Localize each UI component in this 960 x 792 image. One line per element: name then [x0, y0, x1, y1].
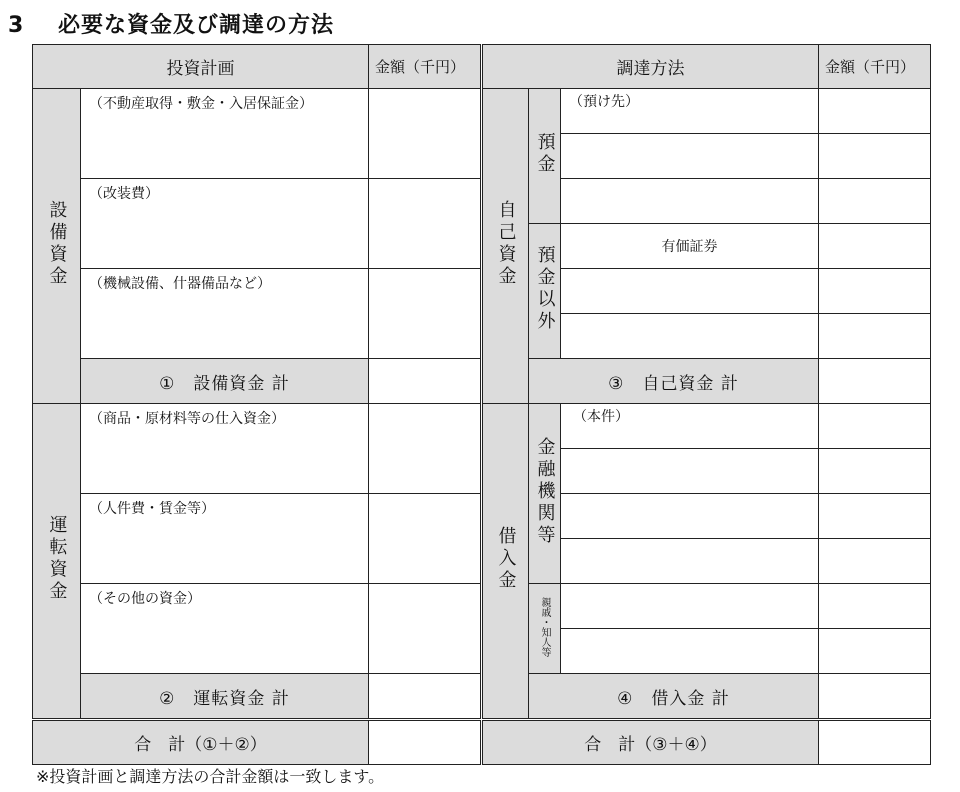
amount-cell[interactable] [819, 359, 931, 404]
method-header: 調達方法 [483, 45, 819, 89]
own-funds-label: 自己資金 [483, 89, 529, 404]
loan-note: （本件） [561, 404, 819, 449]
amount-cell[interactable] [819, 179, 931, 224]
plan-header: 投資計画 [33, 45, 369, 89]
amount-header: 金額（千円） [369, 45, 481, 89]
financial-institution-label: 金融機関等 [529, 404, 561, 584]
amount-cell[interactable] [369, 404, 481, 494]
bank-loan-row[interactable] [561, 539, 819, 584]
amount-cell[interactable] [369, 674, 481, 719]
amount-cell[interactable] [819, 89, 931, 134]
deposit-label: 預金 [529, 89, 561, 224]
funding-method-table [482, 44, 931, 719]
deposit-destination-note: （預け先） [561, 89, 819, 134]
operating-subtotal-label: ② 運転資金 計 [81, 674, 369, 719]
relatives-label: 親戚・知人等 [529, 584, 561, 674]
amount-cell[interactable] [819, 314, 931, 359]
amount-cell[interactable] [819, 449, 931, 494]
operating-item-other: （その他の資金） [81, 584, 369, 674]
amount-cell[interactable] [369, 721, 481, 765]
operating-funds-label: 運転資金 [33, 404, 81, 719]
borrowing-subtotal-label: ④ 借入金 計 [529, 674, 819, 719]
non-deposit-label: 預金以外 [529, 224, 561, 359]
amount-cell[interactable] [819, 584, 931, 629]
equipment-item-machinery: （機械設備、什器備品など） [81, 269, 369, 359]
amount-cell[interactable] [819, 674, 931, 719]
amount-header: 金額（千円） [819, 45, 931, 89]
amount-cell[interactable] [369, 584, 481, 674]
amount-cell[interactable] [819, 629, 931, 674]
non-deposit-row[interactable] [561, 314, 819, 359]
amount-cell[interactable] [369, 269, 481, 359]
amount-cell[interactable] [369, 179, 481, 269]
amount-cell[interactable] [369, 494, 481, 584]
investment-total-label: 合 計（①＋②） [33, 721, 369, 765]
equipment-item-realestate: （不動産取得・敷金・入居保証金） [81, 89, 369, 179]
own-funds-subtotal-label: ③ 自己資金 計 [529, 359, 819, 404]
relatives-loan-row[interactable] [561, 629, 819, 674]
amount-cell[interactable] [369, 89, 481, 179]
funding-total-table [482, 720, 931, 765]
amount-cell[interactable] [819, 269, 931, 314]
non-deposit-row[interactable] [561, 269, 819, 314]
amount-cell[interactable] [819, 224, 931, 269]
footnote: ※投資計画と調達方法の合計金額は一致します。 [36, 767, 385, 786]
amount-cell[interactable] [819, 494, 931, 539]
securities-label: 有価証券 [561, 224, 819, 269]
equipment-subtotal-label: ① 設備資金 計 [81, 359, 369, 404]
funding-total-label: 合 計（③＋④） [483, 721, 819, 765]
section-title: 必要な資金及び調達の方法 [58, 13, 335, 38]
operating-item-purchasing: （商品・原材料等の仕入資金） [81, 404, 369, 494]
deposit-row[interactable] [561, 179, 819, 224]
equipment-item-renovation: （改装費） [81, 179, 369, 269]
operating-item-personnel: （人件費・賃金等） [81, 494, 369, 584]
equipment-funds-label: 設備資金 [33, 89, 81, 404]
amount-cell[interactable] [819, 404, 931, 449]
bank-loan-row[interactable] [561, 494, 819, 539]
amount-cell[interactable] [819, 539, 931, 584]
investment-plan-table [32, 44, 481, 719]
section-heading [8, 8, 334, 39]
deposit-row[interactable] [561, 134, 819, 179]
amount-cell[interactable] [819, 134, 931, 179]
relatives-loan-row[interactable] [561, 584, 819, 629]
amount-cell[interactable] [819, 721, 931, 765]
section-number: 3 [8, 13, 25, 38]
amount-cell[interactable] [369, 359, 481, 404]
investment-total-table [32, 720, 481, 765]
borrowing-label: 借入金 [483, 404, 529, 719]
bank-loan-row[interactable] [561, 449, 819, 494]
